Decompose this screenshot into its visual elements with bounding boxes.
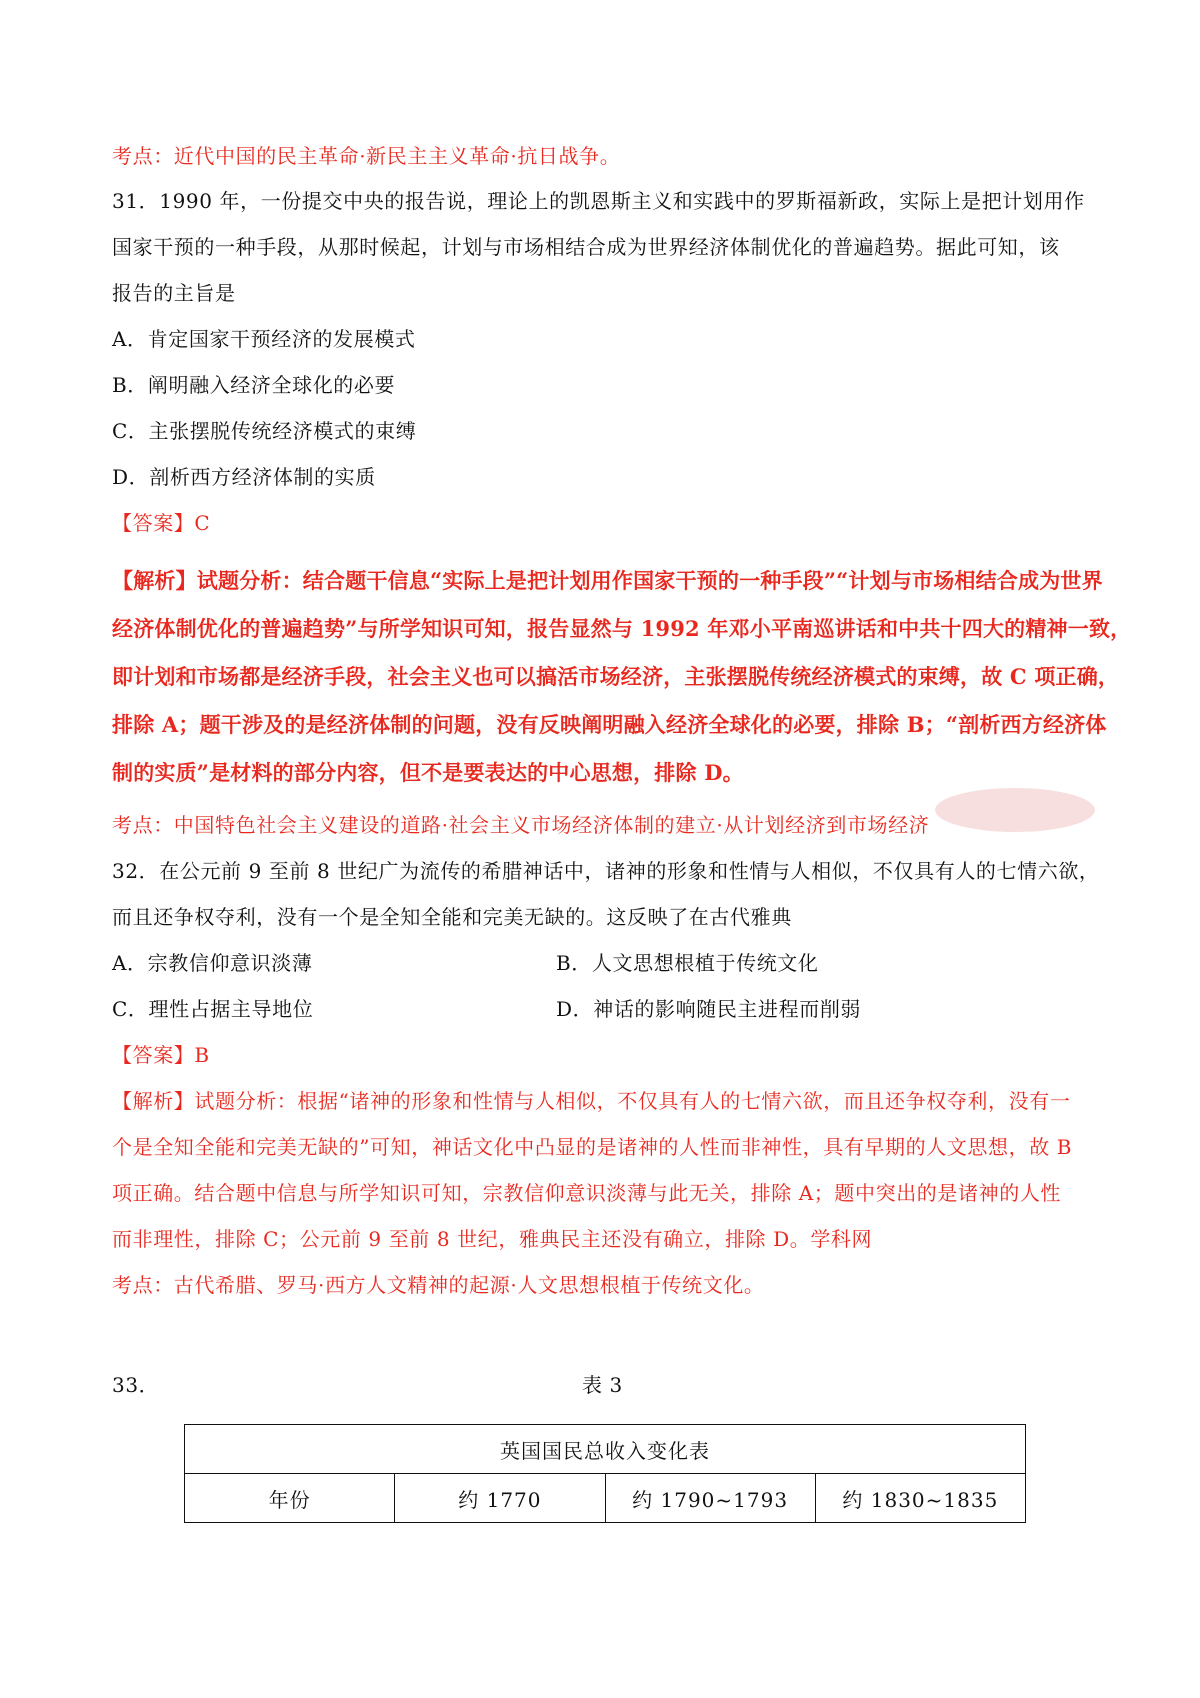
q31-analysis-line-4: 排除 A；题干涉及的是经济体制的问题，没有反映阐明融入经济全球化的必要，排除 B；“剖析西方经济体	[112, 712, 1107, 737]
table-header-row	[185, 1474, 1026, 1523]
q31-answer	[112, 508, 210, 538]
q33-number: 33．	[112, 1373, 160, 1397]
q33-table-caption: 表 3	[582, 1373, 623, 1397]
table-title-row	[185, 1425, 1026, 1474]
q31-stem-line-2: 国家干预的一种手段，从那时候起，计划与市场相结合成为世界经济体制优化的普遍趋势。据此可知，该	[112, 235, 1060, 259]
q31-analysis-line-5: 制的实质”是材料的部分内容，但不是要表达的中心思想，排除 D。	[112, 760, 744, 785]
q31-kaodian: 考点：中国特色社会主义建设的道路·社会主义市场经济体制的建立·从计划经济到市场经济	[112, 813, 930, 837]
q31-stem-line-3: 报告的主旨是	[112, 281, 236, 305]
q32-option-a: A．宗教信仰意识淡薄	[112, 951, 313, 975]
table-title: 英国国民总收入变化表	[185, 1425, 1026, 1474]
q31-option-a: A．肯定国家干预经济的发展模式	[112, 327, 416, 351]
q31-answer-label: 【答案】	[112, 511, 195, 535]
table-header-cell: 约 1830~1835	[815, 1474, 1025, 1523]
q32-analysis-line-4: 而非理性，排除 C；公元前 9 至前 8 世纪，雅典民主还没有确立，排除 D。学科网	[112, 1227, 873, 1251]
q32-answer-value: B	[194, 1043, 210, 1067]
q31-analysis-line-3: 即计划和市场都是经济手段，社会主义也可以搞活市场经济，主张摆脱传统经济模式的束缚，故 C 项正确，	[112, 664, 1120, 689]
q32-analysis-line-3: 项正确。结合题中信息与所学知识可知，宗教信仰意识淡薄与此无关，排除 A；题中突出的是诸神的人性	[112, 1181, 1061, 1205]
q32-option-d: D．神话的影响随民主进程而削弱	[556, 997, 862, 1021]
q31-option-b: B．阐明融入经济全球化的必要	[112, 373, 396, 397]
q32-kaodian: 考点：古代希腊、罗马·西方人文精神的起源·人文思想根植于传统文化。	[112, 1273, 765, 1297]
q32-stem-line-1: 32．在公元前 9 至前 8 世纪广为流传的希腊神话中，诸神的形象和性情与人相似，不仅具有人的七情六欲，	[112, 859, 1100, 883]
table-header-cell: 约 1790~1793	[605, 1474, 815, 1523]
table-header-cell: 约 1770	[395, 1474, 605, 1523]
q32-stem-line-2: 而且还争权夺利，没有一个是全知全能和完美无缺的。这反映了在古代雅典	[112, 905, 792, 929]
q31-analysis-line-1: 【解析】试题分析：结合题干信息“实际上是把计划用作国家干预的一种手段”“计划与市场相结合成为世界	[112, 568, 1103, 593]
q31-analysis-line-2: 经济体制优化的普遍趋势”与所学知识可知，报告显然与 1992 年邓小平南巡讲话和中共十四大的精神一致，	[112, 616, 1132, 641]
q31-option-c: C．主张摆脱传统经济模式的束缚	[112, 419, 417, 443]
q31-answer-value: C	[194, 511, 211, 535]
q31-option-d: D．剖析西方经济体制的实质	[112, 465, 376, 489]
q32-analysis-line-1: 【解析】试题分析：根据“诸神的形象和性情与人相似，不仅具有人的七情六欲，而且还争权夺利，没有一	[112, 1089, 1071, 1113]
income-table	[184, 1424, 1026, 1523]
table-header-cell: 年份	[185, 1474, 395, 1523]
q31-stem-line-1: 31．1990 年，一份提交中央的报告说，理论上的凯恩斯主义和实践中的罗斯福新政，实际上是把计划用作	[112, 189, 1085, 213]
q32-option-b: B．人文思想根植于传统文化	[556, 951, 819, 975]
watermark-stamp	[930, 780, 1100, 840]
q32-option-c: C．理性占据主导地位	[112, 997, 314, 1021]
q32-answer-label: 【答案】	[112, 1043, 195, 1067]
q32-answer	[112, 1040, 210, 1070]
q32-analysis-line-2: 个是全知全能和完美无缺的”可知，神话文化中凸显的是诸神的人性而非神性，具有早期的人文思想，故 B	[112, 1135, 1073, 1159]
q30-kaodian: 考点：近代中国的民主革命·新民主主义革命·抗日战争。	[112, 144, 621, 168]
